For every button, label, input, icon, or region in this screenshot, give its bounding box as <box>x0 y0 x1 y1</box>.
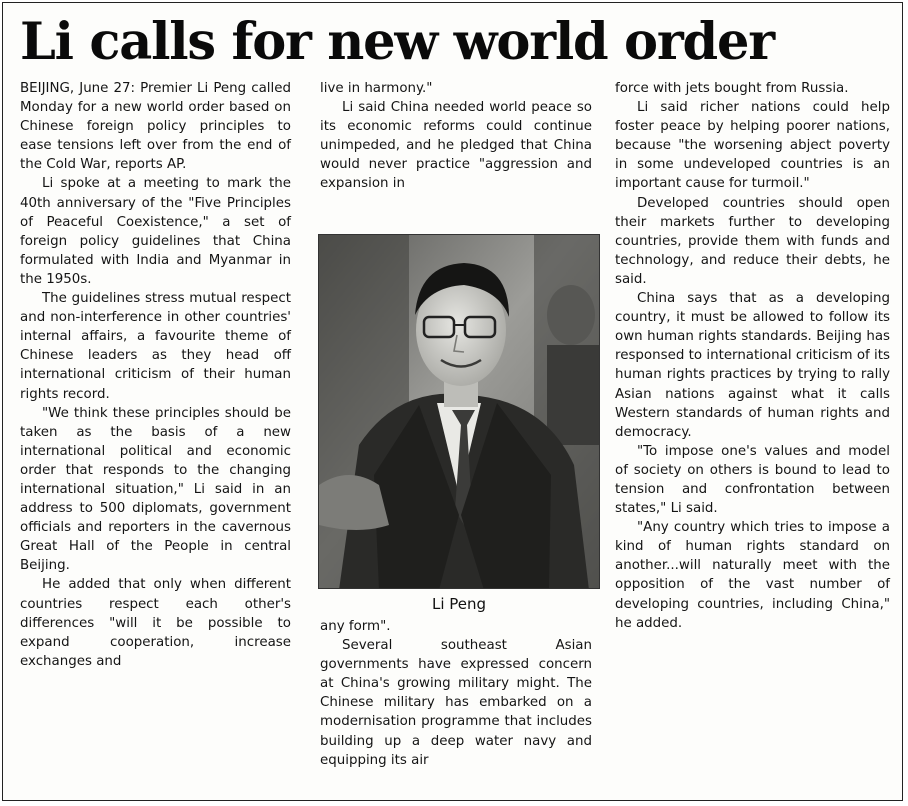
column-1 <box>20 79 291 671</box>
column-3 <box>615 79 890 633</box>
paragraph: China says that as a developing country, it must be allowed to follow its own human rights standards. Beijing has responsed to international criticism of its human rights practices by trying to rally Asian nations against what it calls Western standards of human rights and democracy. <box>615 291 890 440</box>
paragraph: BEIJING, June 27: Premier Li Peng called Monday for a new world order based on Chinese foreign policy principles to ease tensions left over from the end of the Cold War, reports AP. <box>20 81 291 173</box>
paragraph: Several southeast Asian governments have expressed concern at China's growing military might. The Chinese military has embarked on a modernisation programme that includes building up a deep water navy and equipping its air <box>320 638 592 768</box>
paragraph: Li spoke at a meeting to mark the 40th anniversary of the "Five Principles of Peaceful Coexistence," a set of foreign policy guidelines that China formulated with India and Myanmar in the 1950s. <box>20 176 291 287</box>
column-2-top <box>320 79 592 194</box>
paragraph: Developed countries should open their markets further to developing countries, provide them with funds and technology, and reduce their debts, he said. <box>615 195 890 287</box>
portrait-photo <box>318 234 600 589</box>
paragraph: He added that only when different countries respect each other's differences "will it be possible to expand cooperation, increase exchanges and <box>20 577 291 669</box>
portrait-illustration <box>319 235 600 589</box>
paragraph: Li said richer nations could help foster peace by helping poorer nations, because "the worsening abject poverty in some undeveloped countries is an important cause for turmoil." <box>615 100 890 192</box>
paragraph: "We think these principles should be taken as the basis of a new international political and economic order that responds to the changing international situation," Li said in an address to 500 diplomats, government officials and reporters in the cavernous Great Hall of the People in central Beijing. <box>20 405 291 574</box>
paragraph: live in harmony." <box>320 81 433 96</box>
paragraph: The guidelines stress mutual respect and non-interference in other countries' internal affairs, a favourite theme of Chinese leaders as they head off international criticism of their human rights record. <box>20 291 291 402</box>
paragraph: force with jets bought from Russia. <box>615 81 849 96</box>
paragraph: Li said China needed world peace so its economic reforms could continue unimpeded, and he pledged that China would never practice "aggression and expansion in <box>320 100 592 192</box>
paragraph: any form". <box>320 619 391 634</box>
photo-caption: Li Peng <box>431 595 487 613</box>
column-2-bottom <box>320 617 592 770</box>
paragraph: "Any country which tries to impose a kind of human rights standard on another...will naturally meet with the opposition of the vast number of developing countries, including China," he added. <box>615 520 890 631</box>
headline: Li calls for new world order <box>20 12 774 72</box>
paragraph: "To impose one's values and model of society on others is bound to lead to tension and confrontation between states," Li said. <box>615 443 890 517</box>
